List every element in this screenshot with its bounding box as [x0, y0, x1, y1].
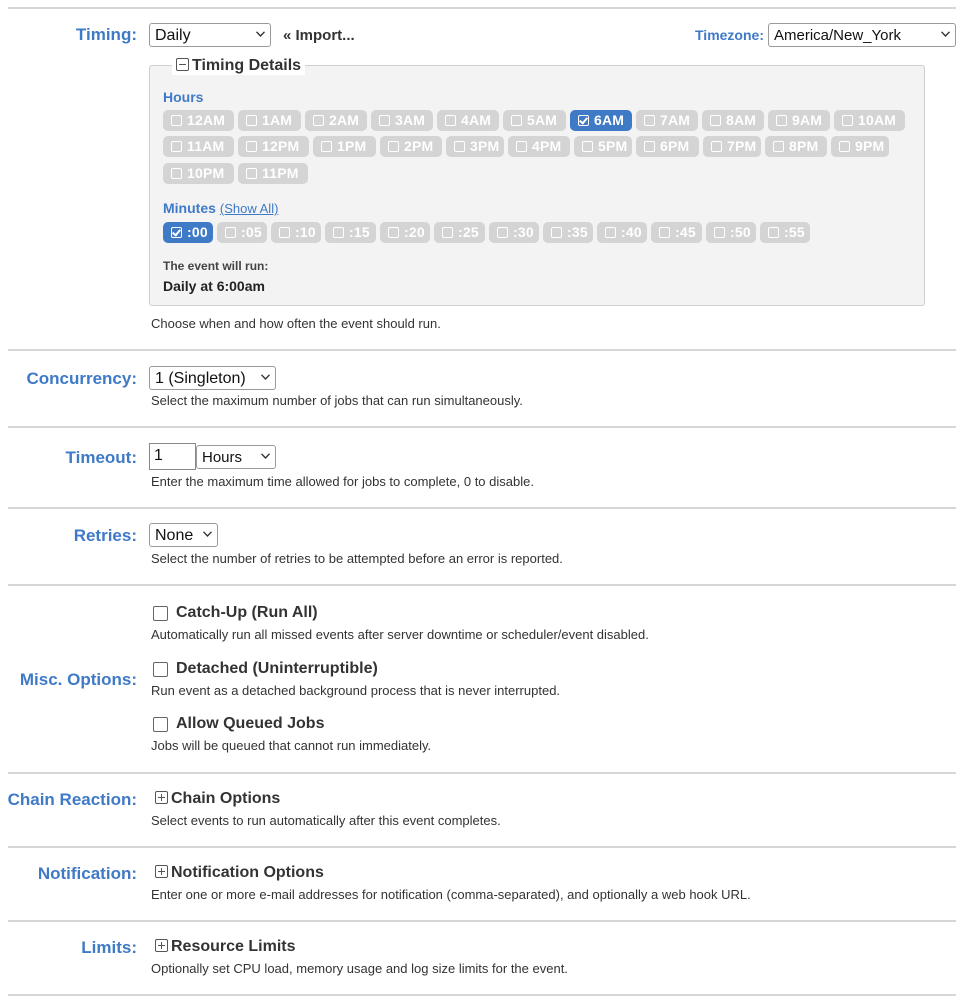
chain-options-text: Chain Options — [171, 790, 281, 807]
checkbox-icon — [551, 227, 562, 238]
chevron-down-icon — [256, 31, 265, 37]
hour-chip-label: 10PM — [187, 165, 225, 181]
minute-chip-30[interactable] — [489, 222, 539, 243]
minute-chip-label: :05 — [241, 224, 262, 240]
timing-label: Timing: — [75, 25, 137, 44]
hour-chip-10am[interactable] — [834, 110, 905, 131]
checkbox-icon — [659, 227, 670, 238]
hour-chip-label: 11PM — [262, 165, 299, 181]
checkbox-icon — [171, 141, 182, 152]
notification-caption: Enter one or more e-mail addresses for notification (comma-separated), and optionally a web hook URL. — [151, 887, 751, 902]
hour-chip-label: 2PM — [404, 138, 434, 154]
hour-chip-4am[interactable] — [437, 110, 499, 131]
hour-chip-label: 1AM — [262, 112, 293, 128]
timing-details-legend: Timing Details — [192, 57, 302, 74]
divider — [8, 426, 956, 428]
minute-chip-label: :40 — [621, 224, 642, 240]
minute-chip-45[interactable] — [651, 222, 702, 243]
hour-chip-8am[interactable] — [702, 110, 764, 131]
chevron-down-icon — [203, 531, 212, 537]
hour-chip-7am[interactable] — [636, 110, 698, 131]
queued-checkbox[interactable] — [153, 717, 168, 732]
hour-chip-label: 3AM — [395, 112, 426, 128]
hour-chip-4pm[interactable] — [508, 136, 570, 157]
catch-up-checkbox[interactable] — [153, 606, 168, 621]
checkbox-checked-icon — [171, 227, 182, 238]
retries-label: Retries: — [73, 526, 137, 545]
checkbox-icon — [246, 115, 257, 126]
limits-label: Limits: — [81, 938, 137, 957]
notification-options-toggle[interactable] — [155, 864, 324, 882]
run-summary-label: The event will run: — [163, 259, 269, 273]
hour-chip-label: 9PM — [855, 138, 885, 154]
checkbox-icon — [776, 115, 787, 126]
hour-chip-6am[interactable] — [570, 110, 632, 131]
hour-chip-2pm[interactable] — [380, 136, 442, 157]
checkbox-icon — [388, 227, 399, 238]
minutes-heading-text: Minutes — [163, 200, 216, 216]
chain-options-toggle[interactable] — [155, 790, 280, 808]
queued-desc: Jobs will be queued that cannot run immediately. — [151, 738, 432, 753]
timeout-unit-value: Hours — [202, 449, 243, 466]
checkbox-icon — [379, 115, 390, 126]
hour-chip-label: 5AM — [527, 112, 558, 128]
concurrency-label: Concurrency: — [26, 369, 137, 388]
hour-chip-label: 4PM — [532, 138, 562, 154]
minute-chip-10[interactable] — [271, 222, 321, 243]
hour-chip-label: 7PM — [727, 138, 757, 154]
checkbox-icon — [644, 141, 655, 152]
hour-chip-9pm[interactable] — [831, 136, 889, 157]
minute-chip-label: :15 — [349, 224, 370, 240]
checkbox-checked-icon — [578, 115, 589, 126]
checkbox-icon — [497, 227, 508, 238]
hour-chip-label: 12AM — [187, 112, 226, 128]
import-link[interactable]: « Import... — [283, 27, 355, 44]
timeout-unit-select[interactable] — [196, 445, 276, 469]
minute-chip-label: :20 — [404, 224, 425, 240]
minute-chip-label: :35 — [567, 224, 588, 240]
divider — [8, 846, 956, 848]
hour-chip-label: 10AM — [858, 112, 897, 128]
checkbox-icon — [388, 141, 399, 152]
minute-chip-label: :45 — [675, 224, 696, 240]
timezone-select[interactable] — [768, 23, 956, 47]
minute-chip-label: :55 — [784, 224, 805, 240]
checkbox-icon — [333, 227, 344, 238]
divider — [8, 772, 956, 774]
notification-label: Notification: — [37, 864, 137, 883]
minute-chip-40[interactable] — [597, 222, 647, 243]
checkbox-icon — [445, 115, 456, 126]
hour-chip-3am[interactable] — [371, 110, 433, 131]
retries-select[interactable] — [149, 523, 218, 547]
hour-chip-label: 7AM — [660, 112, 691, 128]
divider — [8, 584, 956, 586]
hour-chip-6pm[interactable] — [636, 136, 699, 157]
hour-chip-2am[interactable] — [305, 110, 367, 131]
checkbox-icon — [839, 141, 850, 152]
hour-chip-10pm[interactable] — [163, 163, 234, 184]
checkbox-icon — [454, 141, 465, 152]
hour-chip-11pm[interactable] — [238, 163, 308, 184]
checkbox-icon — [279, 227, 290, 238]
hour-chip-label: 8AM — [726, 112, 757, 128]
queued-title: Allow Queued Jobs — [176, 715, 325, 732]
retries-caption: Select the number of retries to be attempted before an error is reported. — [151, 551, 563, 566]
resource-limits-toggle[interactable] — [155, 938, 295, 956]
divider — [8, 920, 956, 922]
hour-chip-1pm[interactable] — [313, 136, 376, 157]
chain-caption: Select events to run automatically after this event completes. — [151, 813, 501, 828]
concurrency-value: 1 (Singleton) — [155, 370, 246, 387]
checkbox-icon — [313, 115, 324, 126]
minute-chip-label: :50 — [730, 224, 751, 240]
collapse-icon — [176, 58, 189, 71]
catch-up-title: Catch-Up (Run All) — [176, 604, 318, 621]
concurrency-select[interactable] — [149, 366, 276, 390]
checkbox-icon — [511, 115, 522, 126]
minute-chip-label: :25 — [458, 224, 479, 240]
hour-chip-label: 8PM — [789, 138, 819, 154]
hours-heading: Hours — [163, 89, 204, 105]
minute-chip-25[interactable] — [434, 222, 485, 243]
limits-caption: Optionally set CPU load, memory usage and log size limits for the event. — [151, 961, 568, 976]
minute-chip-15[interactable] — [325, 222, 376, 243]
checkbox-icon — [442, 227, 453, 238]
hour-chip-12am[interactable] — [163, 110, 234, 131]
hour-chip-11am[interactable] — [163, 136, 234, 157]
checkbox-icon — [605, 227, 616, 238]
minute-chip-label: :10 — [295, 224, 316, 240]
divider — [8, 349, 956, 351]
minute-chip-55[interactable] — [760, 222, 810, 243]
divider — [8, 7, 956, 9]
hour-chip-9am[interactable] — [768, 110, 830, 131]
minute-chip-50[interactable] — [706, 222, 756, 243]
hour-chip-12pm[interactable] — [238, 136, 309, 157]
hour-chip-1am[interactable] — [238, 110, 301, 131]
checkbox-icon — [225, 227, 236, 238]
timeout-input[interactable]: 1 — [149, 443, 196, 470]
hour-chip-label: 5PM — [598, 138, 628, 154]
checkbox-icon — [171, 168, 182, 179]
checkbox-icon — [644, 115, 655, 126]
hour-chip-7pm[interactable] — [703, 136, 761, 157]
hour-chip-5am[interactable] — [503, 110, 566, 131]
chevron-down-icon — [941, 31, 950, 37]
hour-chip-label: 6PM — [660, 138, 690, 154]
hour-chip-8pm[interactable] — [765, 136, 827, 157]
divider — [8, 507, 956, 509]
detached-title: Detached (Uninterruptible) — [176, 660, 378, 677]
detached-desc: Run event as a detached background process that is never interrupted. — [151, 683, 561, 698]
checkbox-icon — [773, 141, 784, 152]
checkbox-icon — [711, 141, 722, 152]
minute-chip-label: :30 — [513, 224, 534, 240]
checkbox-icon — [516, 141, 527, 152]
minute-chip-20[interactable] — [380, 222, 430, 243]
checkbox-icon — [842, 115, 853, 126]
catch-up-desc: Automatically run all missed events after server downtime or scheduler/event disabled. — [151, 627, 649, 642]
concurrency-caption: Select the maximum number of jobs that can run simultaneously. — [151, 393, 523, 408]
hour-chip-label: 2AM — [329, 112, 360, 128]
hour-chip-5pm[interactable] — [574, 136, 632, 157]
chain-reaction-label: Chain Reaction: — [7, 790, 137, 809]
expand-icon — [155, 865, 168, 878]
hour-chip-label: 6AM — [594, 112, 625, 128]
hour-chip-3pm[interactable] — [446, 136, 504, 157]
timing-details-toggle[interactable] — [172, 57, 305, 75]
timing-mode-value: Daily — [155, 27, 191, 44]
checkbox-icon — [582, 141, 593, 152]
minute-chip-05[interactable] — [217, 222, 267, 243]
detached-checkbox[interactable] — [153, 662, 168, 677]
hour-chip-label: 1PM — [337, 138, 367, 154]
retries-value: None — [155, 527, 194, 544]
hour-chip-label: 9AM — [792, 112, 823, 128]
checkbox-icon — [321, 141, 332, 152]
hour-chip-label: 11AM — [187, 138, 225, 154]
timing-caption: Choose when and how often the event should run. — [151, 316, 441, 331]
expand-icon — [155, 791, 168, 804]
misc-options-label: Misc. Options: — [19, 670, 137, 689]
resource-limits-text: Resource Limits — [171, 938, 296, 955]
chevron-down-icon — [261, 374, 270, 380]
timeout-label: Timeout: — [65, 448, 137, 467]
checkbox-icon — [768, 227, 779, 238]
checkbox-icon — [171, 115, 182, 126]
timezone-label: Timezone: — [695, 27, 764, 43]
minutes-heading — [163, 200, 278, 216]
timezone-value: America/New_York — [774, 27, 901, 44]
show-all-link[interactable]: (Show All) — [219, 201, 279, 216]
minute-chip-label: :00 — [187, 224, 208, 240]
hour-chip-label: 3PM — [470, 138, 500, 154]
chevron-down-icon — [261, 453, 270, 459]
timeout-caption: Enter the maximum time allowed for jobs to complete, 0 to disable. — [151, 474, 534, 489]
hour-chip-label: 4AM — [461, 112, 492, 128]
notification-options-text: Notification Options — [171, 864, 324, 881]
expand-icon — [155, 939, 168, 952]
checkbox-icon — [246, 141, 257, 152]
divider — [8, 994, 956, 996]
hour-chip-label: 12PM — [262, 138, 300, 154]
checkbox-icon — [714, 227, 725, 238]
run-summary-value: Daily at 6:00am — [163, 278, 265, 294]
timing-mode-select[interactable] — [149, 23, 271, 47]
minute-chip-00[interactable] — [163, 222, 213, 243]
checkbox-icon — [246, 168, 257, 179]
checkbox-icon — [710, 115, 721, 126]
minute-chip-35[interactable] — [543, 222, 593, 243]
